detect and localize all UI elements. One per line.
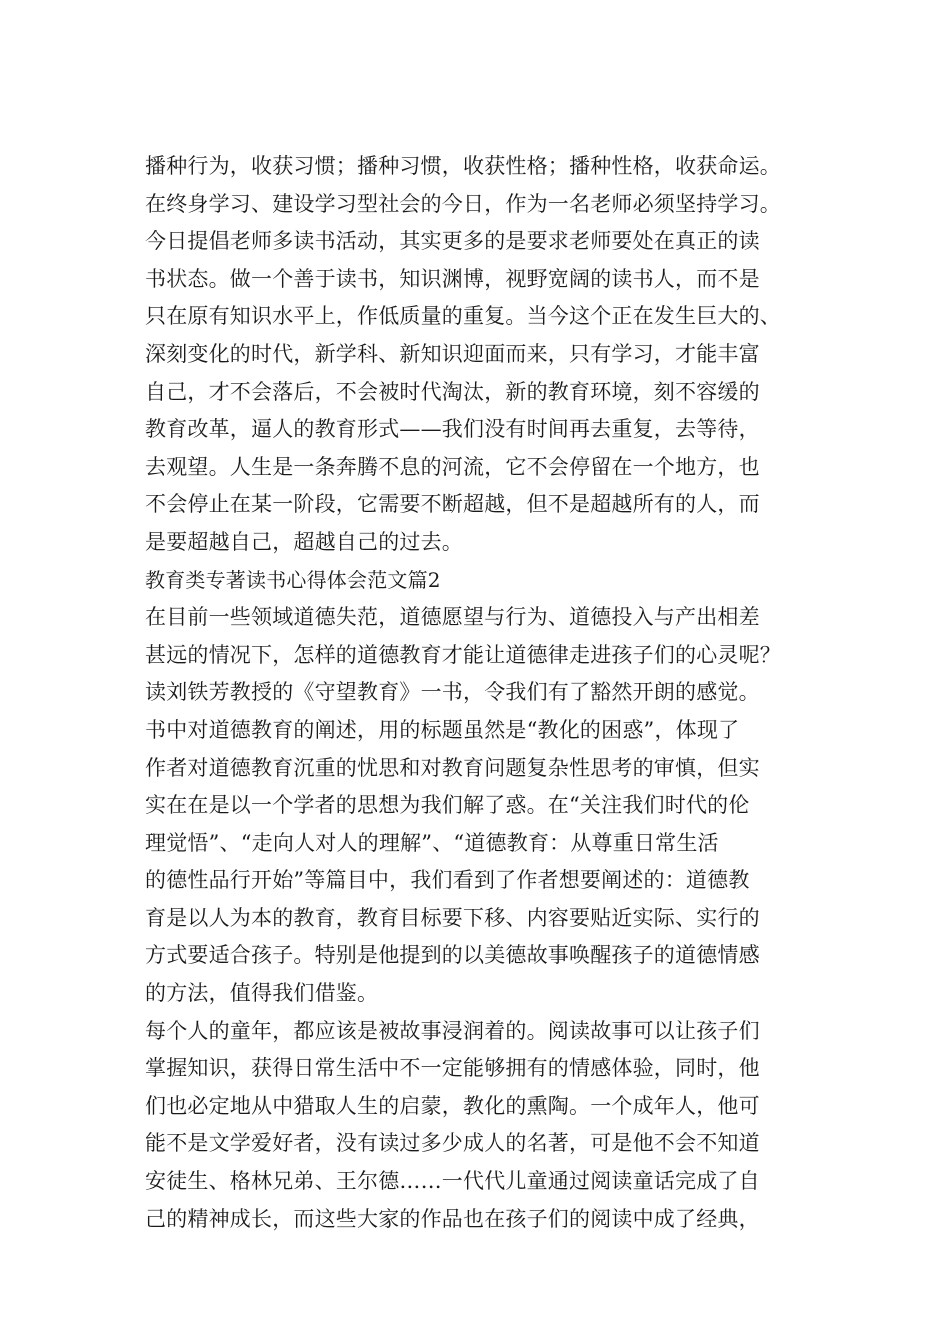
document-body [145, 148, 825, 1238]
text-line: 在目前一些领域道德失范，道德愿望与行为、道德投入与产出相差 [145, 605, 760, 630]
text-line: 理觉悟”、“走向人对人的理解”、“道德教育：从尊重日常生活 [145, 830, 719, 855]
text-line: 能不是文学爱好者，没有读过多少成人的名著，可是他不会不知道 [145, 1131, 760, 1156]
text-line: 实在在是以一个学者的思想为我们解了惑。在“关注我们时代的伦 [145, 793, 750, 818]
text-line: 只在原有知识水平上，作低质量的重复。当今这个正在发生巨大的、 [145, 304, 781, 329]
text-line: 掌握知识，获得日常生活中不一定能够拥有的情感体验，同时，他 [145, 1056, 760, 1081]
text-line: 深刻变化的时代，新学科、新知识迎面而来，只有学习，才能丰富 [145, 341, 760, 366]
section-heading: 教育类专著读书心得体会范文篇2 [145, 567, 441, 592]
text-line: 每个人的童年，都应该是被故事浸润着的。阅读故事可以让孩子们 [145, 1018, 760, 1043]
text-line: 是要超越自己，超越自己的过去。 [145, 529, 463, 554]
text-line: 今日提倡老师多读书活动，其实更多的是要求老师要处在真正的读 [145, 229, 760, 254]
text-line: 甚远的情况下，怎样的道德教育才能让道德律走进孩子们的心灵呢？ [145, 642, 781, 667]
text-line: 教育改革，逼人的教育形式——我们没有时间再去重复，去等待， [145, 417, 760, 442]
text-line: 读刘铁芳教授的《守望教育》一书，令我们有了豁然开朗的感觉。 [145, 680, 760, 705]
text-line: 的德性品行开始”等篇目中，我们看到了作者想要阐述的：道德教 [145, 868, 750, 893]
text-line: 方式要适合孩子。特别是他提到的以美德故事唤醒孩子的道德情感 [145, 943, 760, 968]
text-line: 自己，才不会落后，不会被时代淘汰，新的教育环境，刻不容缓的 [145, 379, 760, 404]
text-line: 安徒生、格林兄弟、王尔德……一代代儿童通过阅读童话完成了自 [145, 1169, 760, 1194]
text-line: 的方法，值得我们借鉴。 [145, 981, 379, 1006]
text-line: 育是以人为本的教育，教育目标要下移、内容要贴近实际、实行的 [145, 905, 760, 930]
text-line: 播种行为，收获习惯；播种习惯，收获性格；播种性格，收获命运。 [145, 154, 781, 178]
text-line: 书状态。做一个善于读书，知识渊博，视野宽阔的读书人，而不是 [145, 266, 760, 291]
text-line: 书中对道德教育的阐述，用的标题虽然是“教化的困惑”，体现了 [145, 717, 740, 742]
text-line: 作者对道德教育沉重的忧思和对教育问题复杂性思考的审慎，但实 [145, 755, 760, 780]
text-line: 去观望。人生是一条奔腾不息的河流，它不会停留在一个地方，也 [145, 454, 760, 479]
text-line: 不会停止在某一阶段，它需要不断超越，但不是超越所有的人，而 [145, 492, 760, 517]
text-line: 己的精神成长，而这些大家的作品也在孩子们的阅读中成了经典， [145, 1206, 760, 1231]
text-line: 们也必定地从中猎取人生的启蒙，教化的熏陶。一个成年人，他可 [145, 1093, 760, 1118]
text-line: 在终身学习、建设学习型社会的今日，作为一名老师必须坚持学习。 [145, 191, 781, 216]
